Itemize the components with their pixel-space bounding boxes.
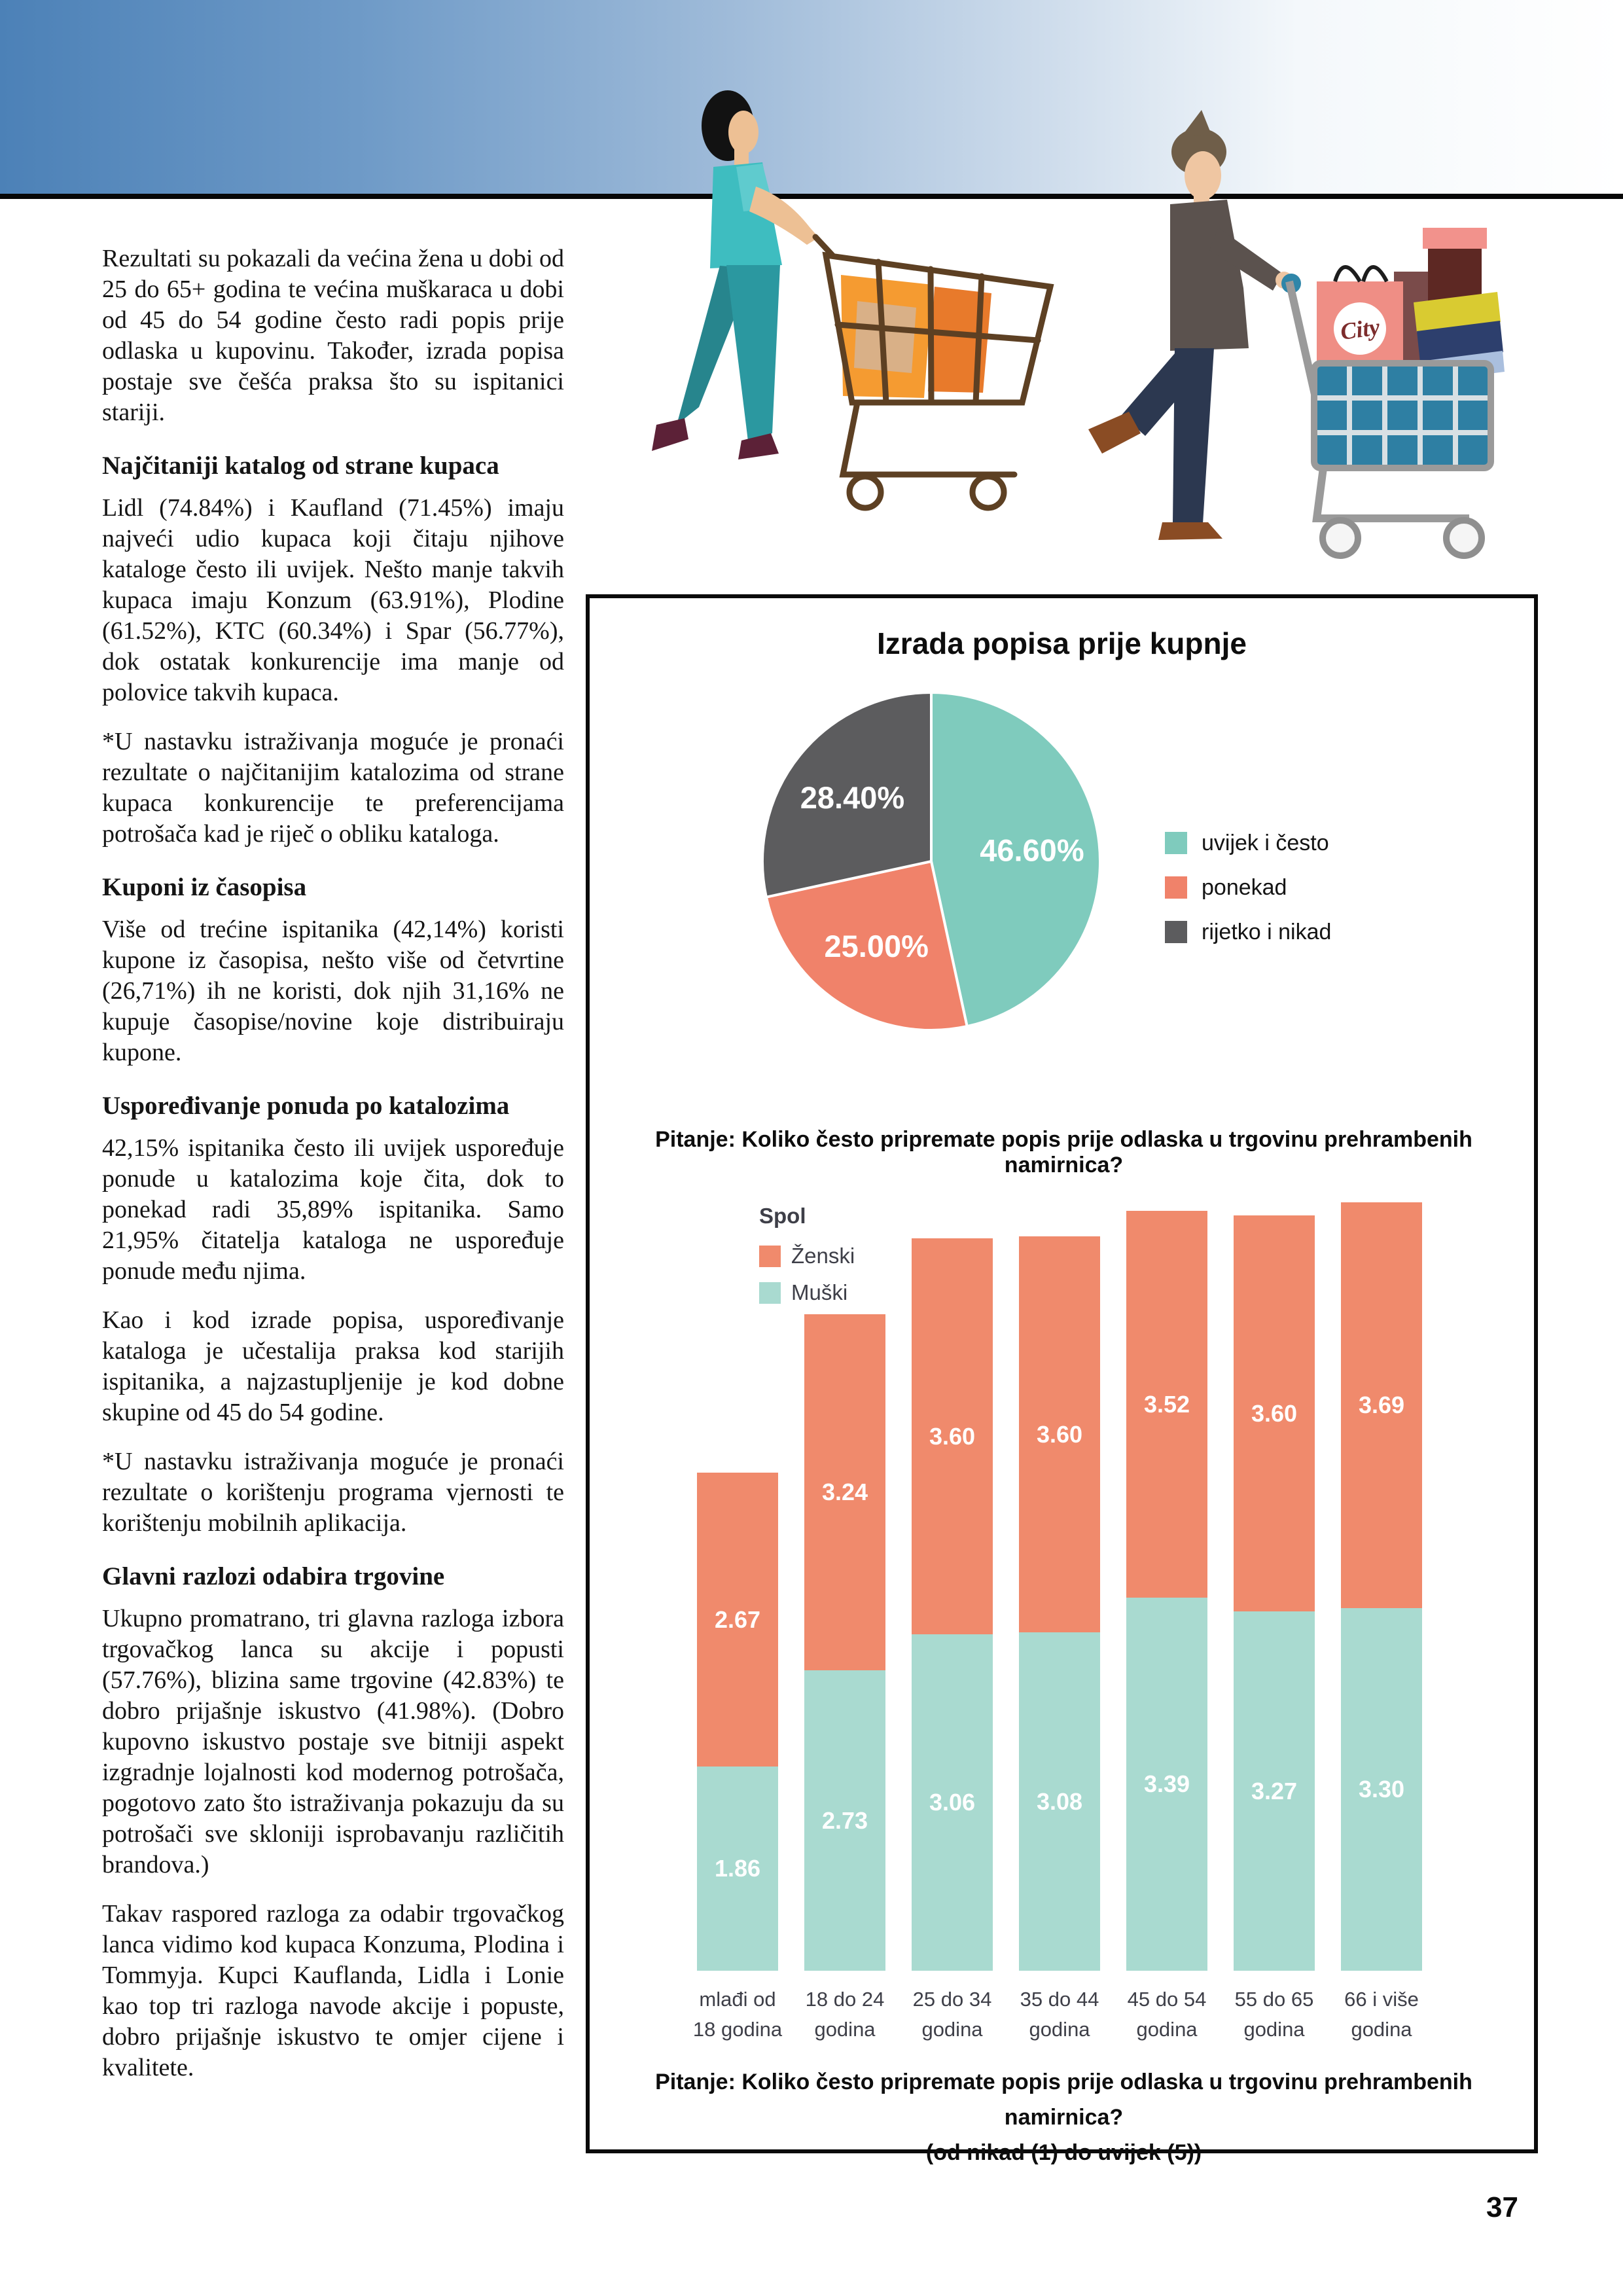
stacked-bar (1234, 1215, 1315, 1971)
bar-segment-zenski (912, 1238, 993, 1634)
heel-shoe (738, 433, 779, 459)
paragraph: *U nastavku istraživanja moguće je pronaći rezultate o najčitanijim katalozima od strane kupaca konkurencije te preferencijama potrošača kad je riječ o obliku kataloga. (102, 728, 564, 848)
bar-value-label: 3.60 (1251, 1399, 1298, 1427)
bar-segment-muski (1341, 1608, 1422, 1971)
category-label: 55 do 65 godina (1234, 1988, 1314, 2041)
wire-cart (815, 237, 1050, 508)
stacked-bar (804, 1314, 885, 1971)
bar-segment-muski (697, 1767, 778, 1971)
loaded-cart (1289, 228, 1505, 556)
heel-shoe (652, 418, 688, 451)
cart-wheel (972, 476, 1004, 508)
stacked-bar (1126, 1211, 1207, 1971)
bar-segment-zenski (697, 1473, 778, 1767)
section-heading: Glavni razlozi odabira trgovine (102, 1562, 445, 1590)
chart-panel (586, 594, 1538, 2165)
bar-caption (609, 2064, 1518, 2170)
shoe (1158, 522, 1222, 540)
legend-label: uvijek i često (1202, 830, 1329, 855)
pie-value-label: 28.40% (800, 780, 905, 815)
cart-wheel (1323, 520, 1358, 556)
legend-swatch (759, 1246, 781, 1267)
paragraph: Više od trećine ispitanika (42,14%) koristi kupone iz časopisa, nešto više od četvrtine (26,71%) ih ne koristi, dok njih 31,16% ne kupuje časopise/novine koje distribuiraju kupone. (102, 916, 564, 1066)
section-heading: Najčitaniji katalog od strane kupaca (102, 452, 499, 480)
bar-value-label: 1.86 (714, 1855, 761, 1882)
city-bag-logo: City (1338, 314, 1382, 345)
legend-swatch (759, 1282, 781, 1304)
bar-value-label: 3.30 (1358, 1776, 1405, 1803)
pie-value-label: 46.60% (980, 833, 1084, 868)
bar-caption-line1: Pitanje: Koliko često pripremate popis prije odlaska u trgovinu prehrambenih namirnica? (655, 2070, 1472, 2130)
section-heading: Kuponi iz časopisa (102, 873, 307, 901)
bar-value-label: 3.08 (1036, 1787, 1083, 1815)
panel-title: Izrada popisa prije kupnje (877, 626, 1247, 660)
stacked-bar (912, 1238, 993, 1971)
section-heading: Uspoređivanje ponuda po katalozima (102, 1092, 510, 1120)
cart-wheel (849, 476, 881, 508)
bar-legend (759, 1204, 855, 1311)
bar-value-label: 3.52 (1143, 1390, 1190, 1418)
bar-value-label: 3.06 (929, 1789, 976, 1816)
pie-question: Pitanje: Koliko često pripremate popis prije odlaska u trgovinu prehrambenih namirnica? (655, 1127, 1472, 1177)
bar-segment-zenski (804, 1314, 885, 1670)
category-label: 35 do 44 godina (1020, 1988, 1099, 2041)
paragraph: Rezultati su pokazali da većina žena u dobi od 25 do 65+ godina te većina muškaraca u dobi od 45 do 54 godine često radi popis prije odlaska u kupovinu. Također, izrada popisa postaje sve češća praksa što su ispitanici stariji. (102, 245, 564, 426)
bar-segment-muski (804, 1670, 885, 1971)
bar-value-label: 2.67 (714, 1605, 761, 1633)
bar-segment-muski (1234, 1611, 1315, 1971)
stacked-bar (1341, 1202, 1422, 1971)
bar-value-label: 3.60 (1036, 1420, 1083, 1448)
category-label: 25 do 34 godina (912, 1988, 992, 2041)
legend-label: rijetko i nikad (1202, 919, 1332, 944)
paragraph: Lidl (74.84%) i Kaufland (71.45%) imaju najveći udio kupaca koji čitaju njihove kataloge često ili uvijek. Nešto manje takvih kupaca imaju Konzum (63.91%), Plodine (61.52%), KTC (60.34%) i Spar (56.77%), dok ostatak konkurencije ima manje od polovice takvih kupaca. (102, 494, 564, 706)
bar-segment-muski (1126, 1598, 1207, 1971)
paragraph: Ukupno promatrano, tri glavna razloga izbora trgovačkog lanca su akcije i popusti (57.76%), blizina same trgovine (42.83%) te dobro prijašnje iskustvo (41.98%). (Dobro kupovno iskustvo postaje sve bitniji aspekt izgradnje lojalnosti kod modernog potrošača, pogotovo zato što istraživanja pokazuju da su potrošači sve skloniji isprobavanju različitih brandova.) (102, 1605, 564, 1878)
paragraph: Takav raspored razloga za odabir trgovačkog lanca vidimo kod kupaca Konzuma, Plodina i Tommyja. Kupci Kauflanda, Lidla i Lonie kao top tri razloga navode akcije i popuste, dobro prijašnje iskustvo te omjer cijene i kvalitete. (102, 1900, 564, 2081)
shopping-illustration (622, 65, 1571, 589)
bar-segment-muski (912, 1634, 993, 1971)
bar-value-label: 2.73 (821, 1806, 868, 1834)
man-figure (1088, 110, 1301, 540)
paragraph: Kao i kod izrade popisa, uspoređivanje kataloga je učestalija praksa kod starijih ispitanika, a najzastupljenije je kod dobne skupine od 45 do 54 godine. (102, 1306, 564, 1426)
legend-label: ponekad (1202, 874, 1287, 900)
stacked-bar-chart (590, 598, 1534, 2149)
bar-value-label: 3.27 (1251, 1777, 1298, 1804)
page-number: 37 (1486, 2191, 1518, 2223)
bar-legend-title: Spol (759, 1204, 806, 1228)
cart-wheel (1446, 520, 1482, 556)
paragraph: *U nastavku istraživanja moguće je pronaći rezultate o korištenju programa vjernosti te korištenju mobilnih aplikacija. (102, 1448, 564, 1537)
bar-segment-zenski (1126, 1211, 1207, 1598)
bar-legend-row (759, 1238, 855, 1274)
woman-figure (652, 90, 819, 459)
bar-value-label: 3.60 (929, 1422, 976, 1450)
bar-segment-muski (1019, 1632, 1100, 1971)
bar-value-label: 3.39 (1143, 1770, 1190, 1797)
dark-red-box (1428, 241, 1482, 302)
category-label: mlađi od 18 godina (692, 1988, 783, 2041)
bar-value-label: 3.69 (1358, 1391, 1405, 1418)
pie-value-label: 25.00% (824, 929, 929, 964)
legend-label: Ženski (791, 1244, 855, 1268)
bar-segment-zenski (1019, 1236, 1100, 1632)
bar-caption-line2: (od nikad (1) do uvijek (5)) (925, 2140, 1202, 2165)
bar-legend-row (759, 1274, 855, 1311)
stacked-bar (1019, 1236, 1100, 1971)
article (102, 243, 564, 2102)
category-label: 66 i više godina (1344, 1988, 1419, 2041)
paragraph: 42,15% ispitanika često ili uvijek uspoređuje ponude u katalozima koje čita, dok to ponekad radi 35,89% ispitanika. Samo 21,95% čitatelja kataloga ne uspoređuje ponude među njima. (102, 1134, 564, 1285)
legend-label: Muški (791, 1280, 848, 1304)
category-label: 18 do 24 godina (805, 1988, 885, 2041)
category-label: 45 do 54 godina (1127, 1988, 1207, 2041)
bar-value-label: 3.24 (821, 1479, 868, 1505)
bar-segment-zenski (1234, 1215, 1315, 1611)
stacked-bar (697, 1473, 778, 1971)
bar-segment-zenski (1341, 1202, 1422, 1608)
